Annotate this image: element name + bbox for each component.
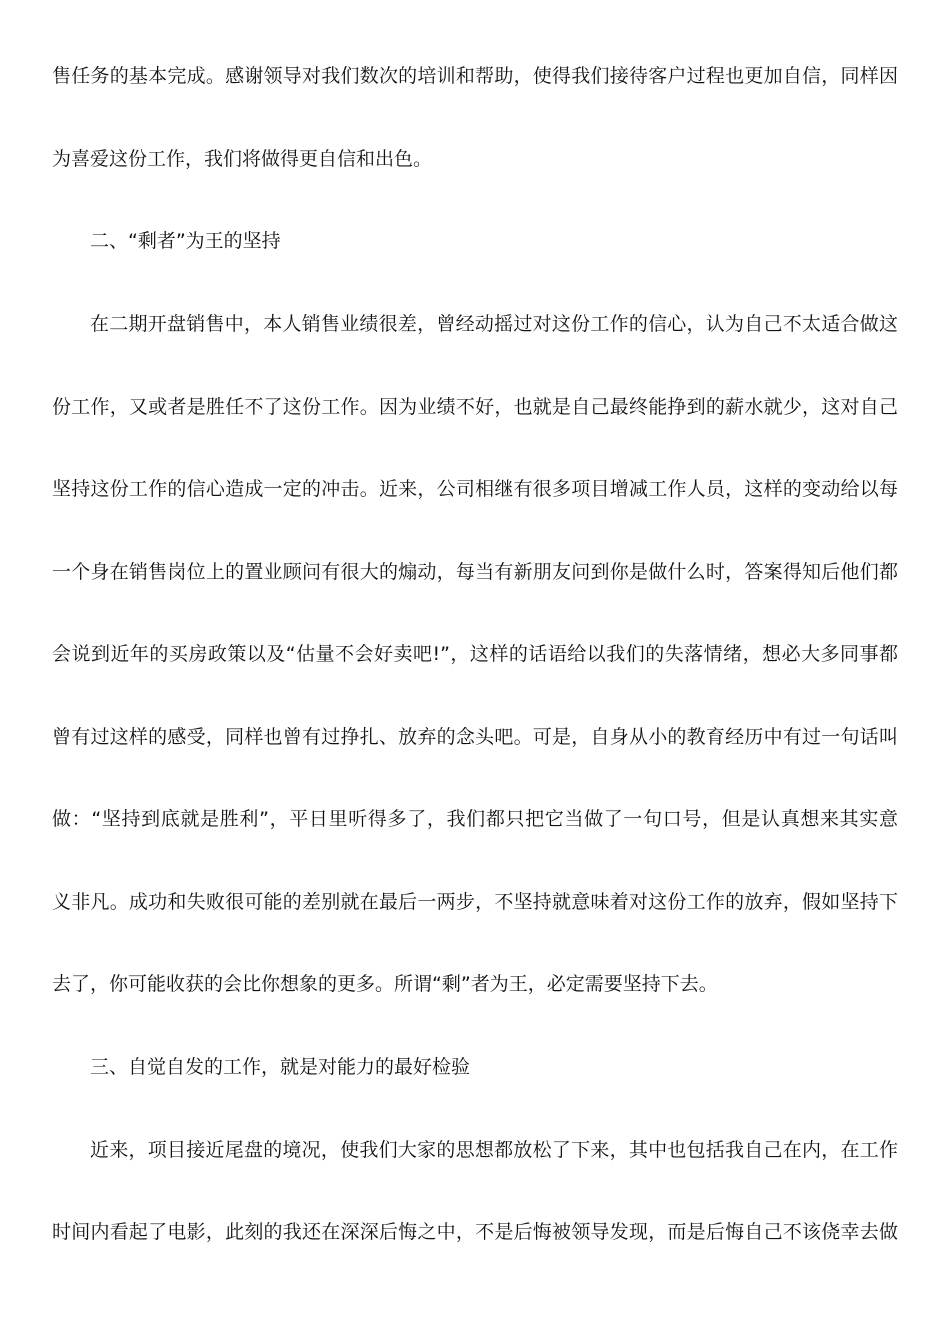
paragraph-line: 坚持这份工作的信心造成一定的冲击。近来，公司相继有很多项目增减工作人员，这样的变动给以每	[52, 478, 898, 500]
paragraph-line: 近来，项目接近尾盘的境况，使我们大家的思想都放松了下来，其中也包括我自己在内，在工作	[90, 1139, 898, 1161]
paragraph-line: 会说到近年的买房政策以及“估量不会好卖吧!”，这样的话语给以我们的失落情绪，想必大多同事都	[52, 643, 898, 665]
section-heading: 二、“剩者”为王的坚持	[90, 230, 281, 252]
paragraph-line: 在二期开盘销售中，本人销售业绩很差，曾经动摇过对这份工作的信心，认为自己不太适合做这	[90, 313, 898, 335]
paragraph-line: 售任务的基本完成。感谢领导对我们数次的培训和帮助，使得我们接待客户过程也更加自信，同样因	[52, 65, 898, 87]
paragraph-line: 去了，你可能收获的会比你想象的更多。所谓“剩”者为王，必定需要坚持下去。	[52, 973, 718, 995]
paragraph-line: 做：“坚持到底就是胜利”，平日里听得多了，我们都只把它当做了一句口号，但是认真想来其实意	[52, 808, 898, 830]
paragraph-line: 时间内看起了电影，此刻的我还在深深后悔之中，不是后悔被领导发现，而是后悔自己不该侥幸去做	[52, 1221, 898, 1243]
section-heading: 三、自觉自发的工作，就是对能力的最好检验	[90, 1056, 471, 1078]
paragraph-line: 一个身在销售岗位上的置业顾问有很大的煽动，每当有新朋友问到你是做什么时，答案得知后他们都	[52, 561, 898, 583]
paragraph-line: 为喜爱这份工作，我们将做得更自信和出色。	[52, 148, 433, 170]
paragraph-line: 份工作，又或者是胜任不了这份工作。因为业绩不好，也就是自己最终能挣到的薪水就少，这对自己	[52, 396, 898, 418]
paragraph-line: 义非凡。成功和失败很可能的差别就在最后一两步，不坚持就意味着对这份工作的放弃，假如坚持下	[52, 891, 898, 913]
paragraph-line: 曾有过这样的感受，同样也曾有过挣扎、放弃的念头吧。可是，自身从小的教育经历中有过一句话叫	[52, 726, 898, 748]
